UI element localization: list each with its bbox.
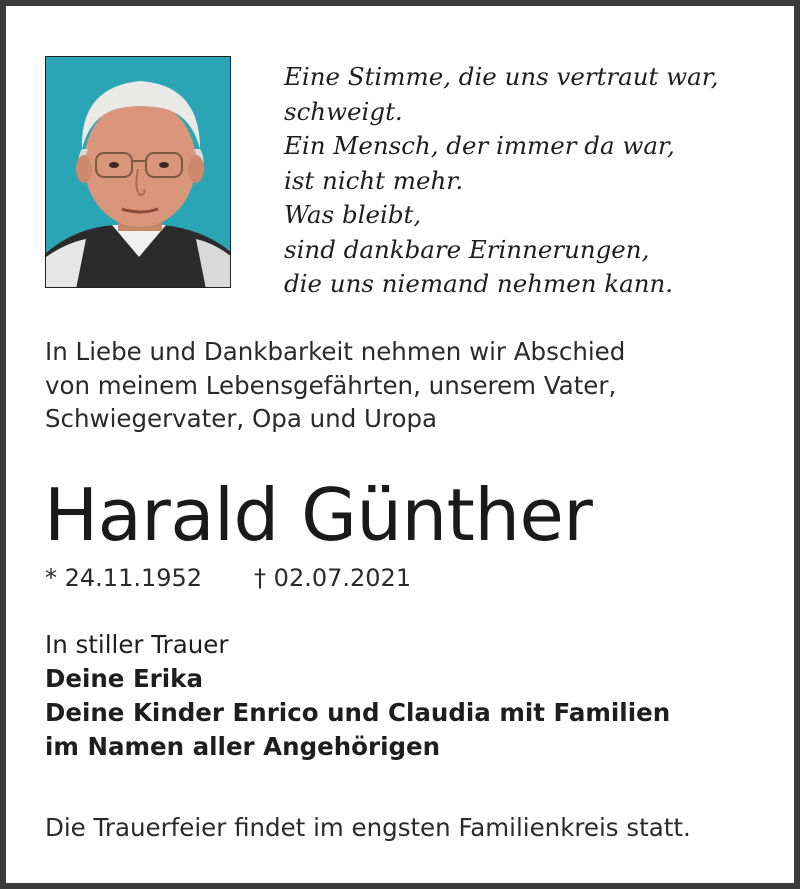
poem-line: sind dankbare Erinnerungen, xyxy=(284,234,650,264)
mourners-intro: In stiller Trauer xyxy=(45,630,229,659)
poem-line: ist nicht mehr. xyxy=(284,165,464,195)
life-dates xyxy=(45,561,411,595)
poem-line: schweigt. xyxy=(284,96,403,126)
poem-line: die uns niemand nehmen kann. xyxy=(284,269,674,298)
mourner-line: Deine Kinder Enrico und Claudia mit Familien xyxy=(45,698,671,727)
intro-line: In Liebe und Dankbarkeit nehmen wir Abschied xyxy=(45,337,626,366)
intro-line: Schwiegervater, Opa und Uropa xyxy=(45,404,438,433)
memorial-poem xyxy=(284,60,784,302)
poem-line: Ein Mensch, der immer da war, xyxy=(284,131,675,160)
death-date: † 02.07.2021 xyxy=(254,564,412,592)
farewell-intro xyxy=(45,335,765,436)
mourner-line: Deine Erika xyxy=(45,664,203,693)
intro-line: von meinem Lebensgefährten, unserem Vater, xyxy=(45,370,617,400)
deceased-name: Harald Günther xyxy=(44,473,593,557)
poem-line: Eine Stimme, die uns vertraut war, xyxy=(284,62,719,91)
portrait-photo xyxy=(45,56,231,288)
mourner-line: im Namen aller Angehörigen xyxy=(45,732,441,761)
poem-line: Was bleibt, xyxy=(284,200,422,229)
mourners-block xyxy=(45,628,765,764)
funeral-note: Die Trauerfeier findet im engsten Familienkreis statt. xyxy=(45,813,691,842)
birth-date: * 24.11.1952 xyxy=(45,564,203,592)
